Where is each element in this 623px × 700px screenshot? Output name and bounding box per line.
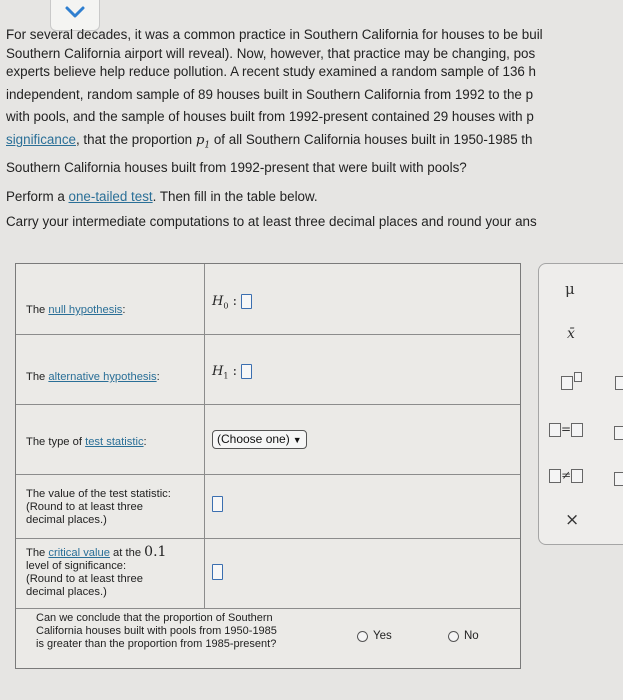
problem-line-2: Southern California airport will reveal). Now, however, that practice may be changing, pos [6, 45, 536, 61]
problem-line-5: with pools, and the sample of houses built from 1992-present contained 29 houses with p [6, 109, 534, 125]
no-radio[interactable]: No [448, 630, 479, 642]
answer-table [15, 263, 521, 669]
alt-hypothesis-link[interactable]: alternative hypothesis [48, 371, 157, 383]
critical-value-label: The critical value at the 0.1 level of significance: (Round to at least three decimal places.) [26, 544, 167, 598]
partial-button-3[interactable] [614, 468, 623, 487]
alt-hypothesis-row [16, 334, 520, 405]
dropdown-caret-icon: ▼ [292, 435, 302, 445]
problem-line-7: Southern California houses built from 1992-present that were built with pools? [6, 160, 467, 176]
chevron-down-icon [64, 5, 86, 19]
one-tailed-test-link[interactable]: one-tailed test [68, 188, 153, 204]
partial-button-1[interactable] [615, 372, 623, 391]
yes-radio-circle[interactable] [357, 631, 368, 642]
not-equals-button[interactable]: ≠ [549, 468, 583, 483]
test-type-select[interactable]: (Choose one) ▼ [212, 430, 307, 449]
alt-hypothesis-label: The alternative hypothesis: [26, 371, 160, 383]
carry-instruction: Carry your intermediate computations to at least three decimal places and round your ans [6, 214, 537, 230]
xbar-button[interactable]: x̄ [567, 326, 575, 342]
conclusion-question: Can we conclude that the proportion of Southern California houses built with pools from 1950-1985 is greater than the proportion from 1985-present? [36, 612, 277, 650]
clear-button[interactable]: × [565, 510, 580, 530]
conclusion-row [16, 608, 520, 668]
mu-button[interactable]: μ [565, 280, 575, 298]
symbol-palette [538, 263, 623, 545]
critical-value-input[interactable] [212, 564, 223, 580]
no-radio-circle[interactable] [448, 631, 459, 642]
null-hypothesis-row [16, 264, 520, 335]
h1-input[interactable] [241, 364, 252, 379]
critical-value-link[interactable]: critical value [48, 547, 110, 559]
h0-input[interactable] [241, 294, 252, 309]
null-hypothesis-label: The null hypothesis: [26, 304, 126, 316]
h0-expression: $H_0$ : [212, 294, 252, 311]
perform-instruction: Perform a one-tailed test. Then fill in the table below. [6, 188, 318, 204]
problem-line-4: independent, random sample of 89 houses built in Southern California from 1992 to the p [6, 86, 534, 102]
partial-button-2[interactable] [614, 422, 623, 441]
significance-link[interactable]: significance [6, 131, 76, 147]
test-value-input[interactable] [212, 496, 223, 512]
test-statistic-link[interactable]: test statistic [85, 436, 144, 448]
test-value-label: The value of the test statistic: (Round to at least three decimal places.) [26, 488, 171, 526]
superscript-button[interactable] [561, 372, 582, 391]
yes-radio[interactable]: Yes [357, 630, 392, 642]
equals-button[interactable]: = [549, 422, 583, 437]
h1-expression: $H_1$ : [212, 364, 252, 381]
problem-line-1: For several decades, it was a common practice in Southern California for houses to be buil [6, 27, 543, 42]
test-type-label: The type of test statistic: [26, 436, 147, 448]
test-value-row [16, 474, 520, 539]
null-hypothesis-link[interactable]: null hypothesis [48, 304, 123, 316]
p1-symbol: $p_1$ [195, 132, 211, 151]
test-type-row [16, 404, 520, 475]
problem-statement [6, 26, 623, 232]
problem-line-6: significance, that the proportion $p_1$ of all Southern California houses built in 1950-1985 th [6, 131, 533, 151]
critical-value-row [16, 538, 520, 609]
problem-line-3: experts believe help reduce pollution. A recent study examined a random sample of 136 h [6, 64, 537, 80]
